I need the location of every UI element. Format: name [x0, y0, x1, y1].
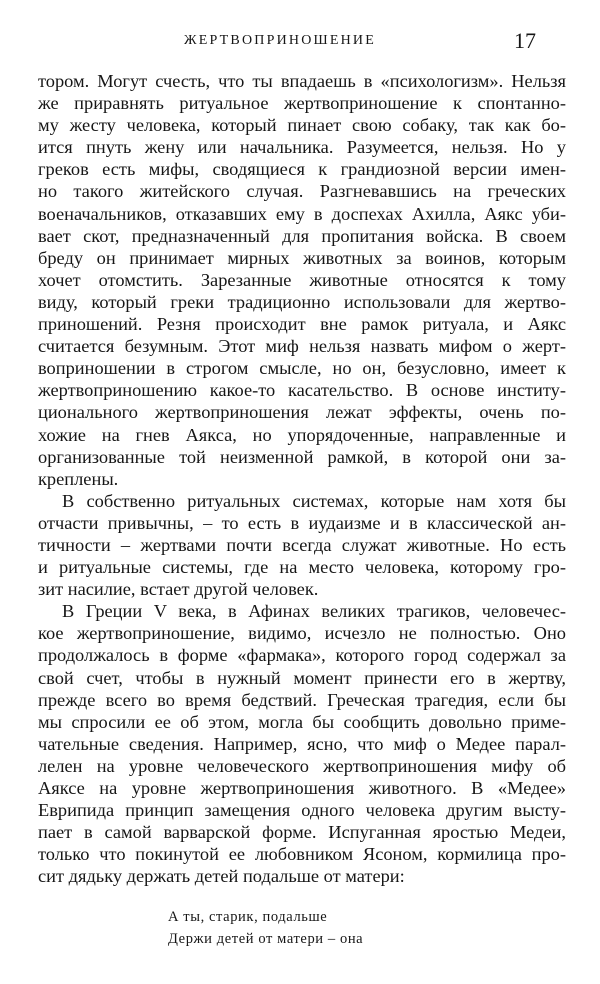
paragraph: [38, 490, 566, 600]
text-line: греков есть мифы, сводящиеся к грандиозной версии имен-: [38, 159, 566, 180]
text-line: сит дядьку держать детей подальше от матери:: [38, 866, 405, 887]
body-text: [38, 70, 566, 887]
text-line: но такого житейского случая. Разгневавшись на греческих: [38, 181, 566, 202]
text-line: В Греции V века, в Афинах великих трагиков, человечес-: [62, 601, 566, 622]
text-line: прежде всего во время бедствий. Греческая трагедия, если бы: [38, 689, 566, 710]
text-line: приношений. Резня происходит вне рамок ритуала, и Аякс: [38, 314, 566, 335]
text-line: тором. Могут счесть, что ты впадаешь в «психологизм». Нельзя: [38, 71, 566, 91]
text-line: кое жертвоприношение, видимо, исчезло не полностью. Оно: [38, 623, 566, 644]
text-line: чательные сведения. Например, ясно, что миф о Медее парал-: [38, 733, 566, 754]
text-line: тичности – жертвами почти всегда служат животные. Но есть: [38, 534, 566, 555]
text-line: хожие на гнев Аякса, но упорядоченные, направленные и: [38, 424, 566, 445]
text-line: Аяксе на уровне жертвоприношения животного. В «Медее»: [38, 778, 566, 798]
text-line: пает в самой варварской форме. Испуганная яростью Медеи,: [38, 822, 566, 843]
text-line: му жесту человека, который пинает свою собаку, так как бо-: [38, 115, 566, 136]
text-line: виду, который греки традиционно использовали для жертво-: [38, 291, 566, 312]
verse-line: А ты, старик, подальше: [168, 909, 328, 925]
text-line: В собственно ритуальных системах, которые нам хотя бы: [62, 490, 566, 511]
text-line: зит насилие, встает другой человек.: [38, 579, 319, 600]
text-line: Еврипида принцип замещения одного человека другим высту-: [38, 800, 566, 821]
text-line: жертвоприношению какое-то касательство. В основе институ-: [38, 380, 566, 401]
text-line: военачальников, отказавших ему в доспехах Ахилла, Аякс уби-: [38, 203, 566, 224]
verse-quote: [168, 906, 363, 950]
text-line: свой счет, чтобы в нужный момент принести его в жертву,: [38, 667, 566, 688]
text-line: отчасти привычны, – то есть в иудаизме и в классической ан-: [38, 512, 566, 533]
text-line: ится пнуть жену или начальника. Разумеется, нельзя. Но у: [38, 137, 566, 158]
text-line: ционального жертвоприношения лежат эффекты, очень по-: [38, 402, 566, 423]
text-line: воприношении в строгом смысле, но он, безусловно, имеет к: [38, 358, 566, 379]
paragraph: [38, 600, 566, 887]
text-line: считается безумным. Этот миф нельзя назвать мифом о жерт-: [38, 336, 566, 357]
text-line: мы спросили ее об этом, могла бы сообщить довольно приме-: [38, 711, 566, 732]
text-line: вает скот, предназначенный для пропитания войска. В своем: [38, 225, 566, 246]
text-line: бреду он принимает мирных животных за воинов, которым: [38, 247, 566, 268]
text-line: же приравнять ритуальное жертвоприношение к спонтанно-: [38, 93, 566, 114]
paragraph: [38, 70, 566, 490]
running-head: ЖЕРТВОПРИНОШЕНИЕ: [184, 33, 376, 48]
text-line: хочет отомстить. Зарезанные животные относятся к тому: [38, 269, 566, 290]
page-number: 17: [514, 28, 536, 53]
text-line: организованные той неизменной рамкой, в которой они за-: [38, 446, 566, 467]
verse-line: Держи детей от матери – она: [168, 931, 364, 947]
text-line: продолжалось в форме «фармака», которого город содержал за: [38, 645, 566, 666]
text-line: и ритуальные системы, где на место человека, которому гро-: [38, 557, 566, 578]
text-line: креплены.: [38, 468, 119, 489]
text-line: лелен на уровне человеческого жертвоприношения мифу об: [38, 755, 566, 776]
text-line: только что покинутой ее любовником Ясоном, кормилица про-: [38, 844, 566, 865]
